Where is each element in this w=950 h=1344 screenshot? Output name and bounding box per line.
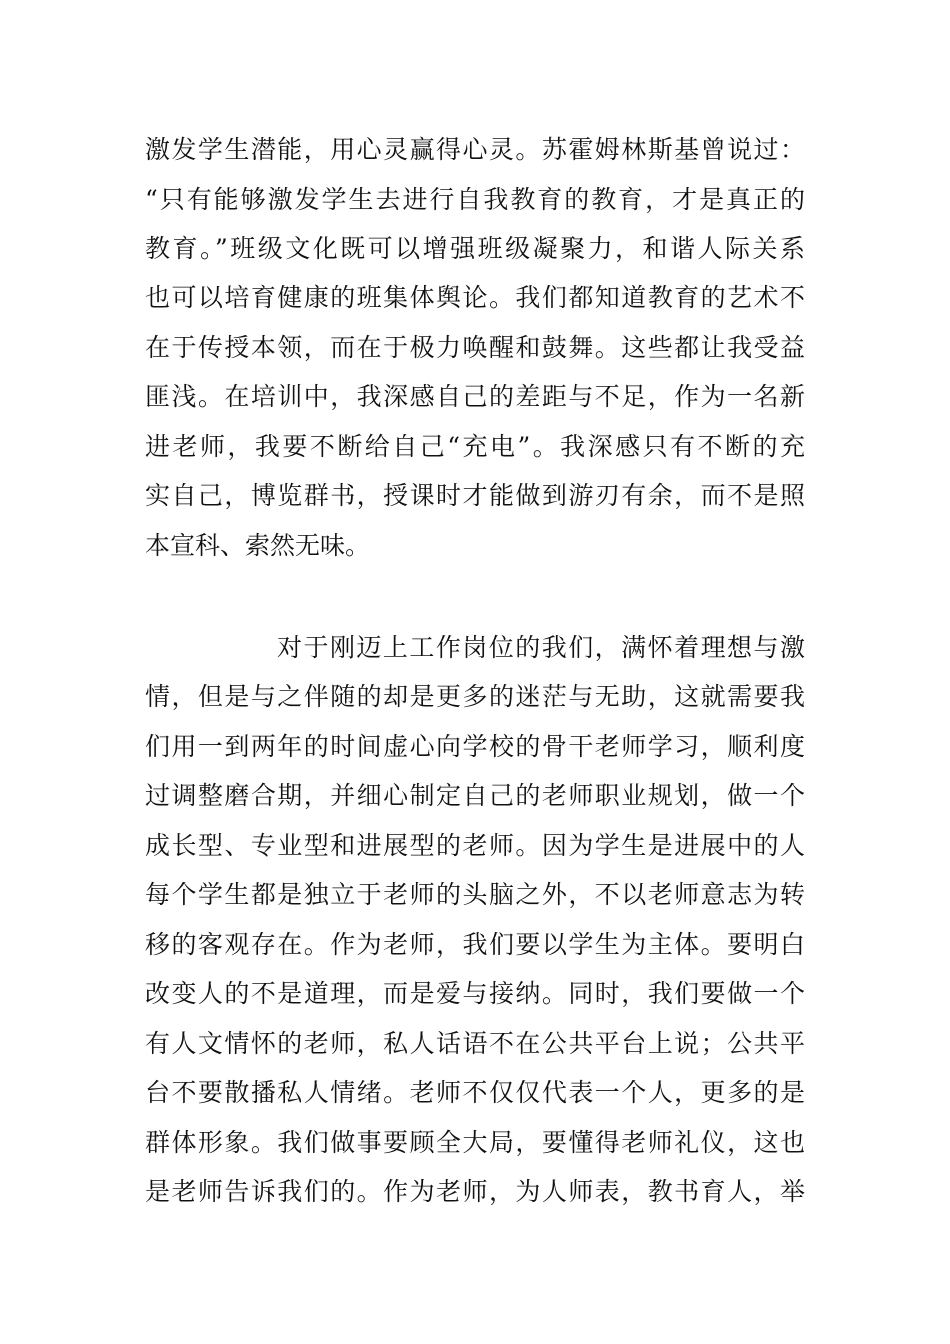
text-line: 情，但是与之伴随的却是更多的迷茫与无助，这就需要我 xyxy=(145,682,805,711)
text-line: 是老师告诉我们的。作为老师，为人师表，教书育人，举 xyxy=(145,1177,805,1206)
text-line: 激发学生潜能，用心灵赢得心灵。苏霍姆林斯基曾说过： xyxy=(145,135,805,164)
text-line: “只有能够激发学生去进行自我教育的教育，才是真正的 xyxy=(145,185,805,214)
text-line: 过调整磨合期，并细心制定自己的老师职业规划，做一个 xyxy=(145,781,805,810)
text-line: 也可以培育健康的班集体舆论。我们都知道教育的艺术不 xyxy=(145,283,805,312)
text-line: 台不要散播私人情绪。老师不仅仅代表一个人，更多的是 xyxy=(145,1078,805,1107)
text-line: 们用一到两年的时间虚心向学校的骨干老师学习，顺利度 xyxy=(145,732,805,761)
text-line: 进老师，我要不断给自己“充电”。我深感只有不断的充 xyxy=(145,432,805,461)
text-line: 本宣科、索然无味。 xyxy=(145,531,371,560)
text-line: 移的客观存在。作为老师，我们要以学生为主体。要明白 xyxy=(145,930,805,959)
text-line: 群体形象。我们做事要顾全大局，要懂得老师礼仪，这也 xyxy=(145,1128,805,1157)
text-line: 在于传授本领，而在于极力唤醒和鼓舞。这些都让我受益 xyxy=(145,333,805,362)
text-line: 实自己，博览群书，授课时才能做到游刃有余，而不是照 xyxy=(145,481,805,510)
text-line: 教育。”班级文化既可以增强班级凝聚力，和谐人际关系 xyxy=(145,234,805,263)
text-line: 对于刚迈上工作岗位的我们，满怀着理想与激 xyxy=(277,633,805,662)
text-line: 改变人的不是道理，而是爱与接纳。同时，我们要做一个 xyxy=(145,979,805,1008)
text-line: 匪浅。在培训中，我深感自己的差距与不足，作为一名新 xyxy=(145,382,805,411)
text-line: 成长型、专业型和进展型的老师。因为学生是进展中的人 xyxy=(145,831,805,860)
text-line: 有人文情怀的老师，私人话语不在公共平台上说；公共平 xyxy=(145,1029,805,1058)
text-line: 每个学生都是独立于老师的头脑之外，不以老师意志为转 xyxy=(145,880,805,909)
